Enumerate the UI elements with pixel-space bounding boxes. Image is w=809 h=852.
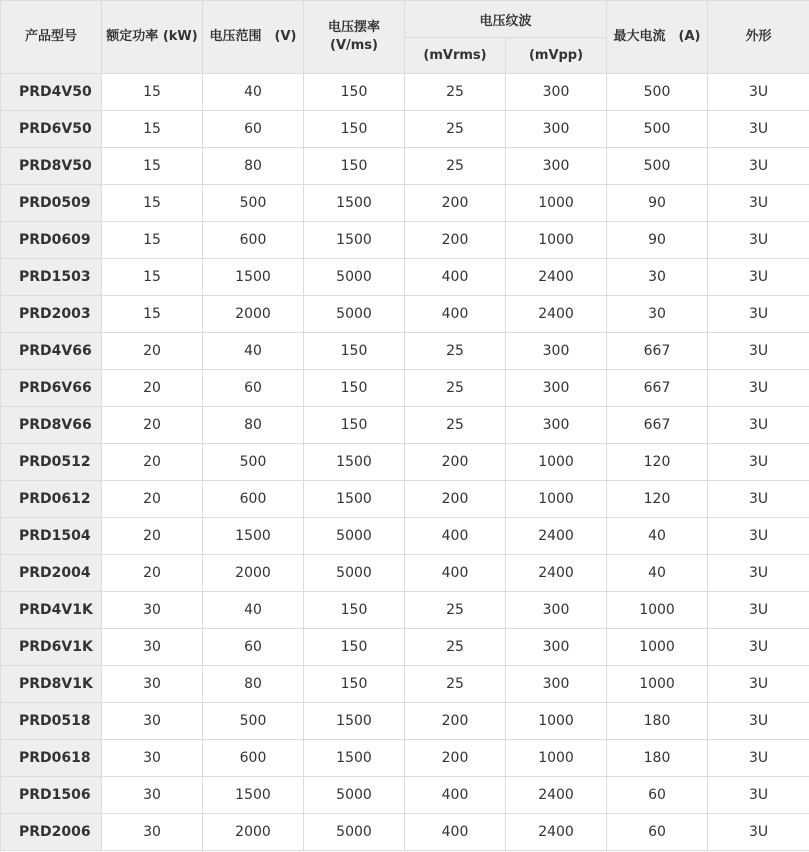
cell-model: PRD4V1K [1,592,102,629]
cell-voltage-range: 60 [203,370,304,407]
cell-slew-rate: 5000 [304,777,405,814]
cell-ripple-rms: 400 [405,259,506,296]
cell-form: 3U [708,185,809,222]
cell-power: 30 [102,814,203,851]
cell-voltage-range: 60 [203,111,304,148]
table-row [1,703,809,740]
cell-model: PRD0512 [1,444,102,481]
cell-voltage-range: 500 [203,444,304,481]
cell-ripple-rms: 25 [405,592,506,629]
cell-voltage-range: 80 [203,148,304,185]
cell-max-current: 667 [607,333,708,370]
cell-voltage-range: 60 [203,629,304,666]
cell-max-current: 500 [607,111,708,148]
cell-form: 3U [708,814,809,851]
header-ripple-pp: (mVpp) [506,38,607,74]
cell-power: 15 [102,185,203,222]
cell-voltage-range: 2000 [203,296,304,333]
cell-ripple-rms: 200 [405,185,506,222]
cell-ripple-rms: 400 [405,777,506,814]
cell-voltage-range: 2000 [203,555,304,592]
cell-max-current: 180 [607,740,708,777]
cell-max-current: 1000 [607,666,708,703]
cell-ripple-rms: 400 [405,518,506,555]
cell-max-current: 120 [607,481,708,518]
cell-model: PRD1506 [1,777,102,814]
cell-ripple-pp: 1000 [506,481,607,518]
table-row [1,666,809,703]
cell-ripple-pp: 300 [506,407,607,444]
cell-voltage-range: 1500 [203,777,304,814]
header-model: 产品型号 [1,1,102,74]
cell-slew-rate: 150 [304,74,405,111]
cell-form: 3U [708,629,809,666]
cell-voltage-range: 40 [203,592,304,629]
cell-power: 20 [102,333,203,370]
cell-slew-rate: 1500 [304,185,405,222]
cell-power: 15 [102,259,203,296]
cell-ripple-rms: 200 [405,444,506,481]
cell-form: 3U [708,777,809,814]
cell-power: 15 [102,74,203,111]
table-row [1,185,809,222]
cell-slew-rate: 150 [304,666,405,703]
cell-slew-rate: 1500 [304,444,405,481]
cell-max-current: 500 [607,148,708,185]
cell-ripple-rms: 25 [405,111,506,148]
cell-form: 3U [708,259,809,296]
cell-power: 15 [102,296,203,333]
cell-ripple-pp: 1000 [506,185,607,222]
cell-model: PRD0609 [1,222,102,259]
cell-model: PRD8V66 [1,407,102,444]
cell-slew-rate: 5000 [304,814,405,851]
cell-model: PRD4V50 [1,74,102,111]
table-row [1,407,809,444]
cell-power: 30 [102,777,203,814]
cell-max-current: 30 [607,259,708,296]
cell-power: 20 [102,555,203,592]
cell-power: 20 [102,481,203,518]
table-row [1,629,809,666]
cell-ripple-pp: 300 [506,592,607,629]
header-slew-rate-line2: (V/ms) [330,38,378,53]
table-row [1,333,809,370]
cell-slew-rate: 150 [304,148,405,185]
cell-max-current: 120 [607,444,708,481]
cell-voltage-range: 500 [203,185,304,222]
cell-ripple-pp: 300 [506,370,607,407]
cell-ripple-rms: 200 [405,703,506,740]
cell-voltage-range: 2000 [203,814,304,851]
cell-power: 15 [102,222,203,259]
cell-power: 30 [102,629,203,666]
cell-slew-rate: 5000 [304,296,405,333]
cell-voltage-range: 40 [203,74,304,111]
cell-slew-rate: 5000 [304,518,405,555]
cell-ripple-pp: 1000 [506,444,607,481]
cell-model: PRD6V50 [1,111,102,148]
cell-model: PRD4V66 [1,333,102,370]
table-row [1,814,809,851]
cell-slew-rate: 150 [304,629,405,666]
header-form: 外形 [708,1,809,74]
cell-voltage-range: 1500 [203,259,304,296]
cell-ripple-rms: 25 [405,333,506,370]
header-power: 额定功率 (kW) [102,1,203,74]
cell-ripple-pp: 2400 [506,555,607,592]
cell-power: 20 [102,407,203,444]
cell-slew-rate: 150 [304,592,405,629]
header-voltage-range: 电压范围 (V) [203,1,304,74]
cell-power: 20 [102,518,203,555]
table-body [1,74,809,851]
cell-max-current: 60 [607,814,708,851]
cell-voltage-range: 80 [203,407,304,444]
cell-ripple-pp: 300 [506,666,607,703]
cell-model: PRD1504 [1,518,102,555]
table-row [1,518,809,555]
cell-max-current: 180 [607,703,708,740]
cell-max-current: 667 [607,370,708,407]
cell-ripple-rms: 25 [405,666,506,703]
cell-voltage-range: 1500 [203,518,304,555]
cell-form: 3U [708,222,809,259]
cell-slew-rate: 1500 [304,703,405,740]
cell-ripple-rms: 400 [405,296,506,333]
table-row [1,222,809,259]
cell-ripple-pp: 2400 [506,814,607,851]
cell-form: 3U [708,333,809,370]
cell-model: PRD0612 [1,481,102,518]
cell-ripple-rms: 200 [405,481,506,518]
cell-model: PRD0509 [1,185,102,222]
header-slew-rate [304,1,405,74]
cell-voltage-range: 80 [203,666,304,703]
cell-power: 30 [102,592,203,629]
cell-max-current: 1000 [607,629,708,666]
cell-max-current: 1000 [607,592,708,629]
cell-power: 15 [102,111,203,148]
table-row [1,259,809,296]
cell-slew-rate: 150 [304,333,405,370]
cell-ripple-pp: 300 [506,629,607,666]
cell-ripple-rms: 25 [405,148,506,185]
cell-ripple-pp: 300 [506,74,607,111]
table-row [1,148,809,185]
cell-max-current: 90 [607,222,708,259]
cell-slew-rate: 150 [304,407,405,444]
cell-ripple-pp: 300 [506,333,607,370]
cell-ripple-rms: 200 [405,222,506,259]
cell-model: PRD0618 [1,740,102,777]
cell-slew-rate: 5000 [304,259,405,296]
cell-ripple-pp: 300 [506,148,607,185]
cell-form: 3U [708,111,809,148]
cell-power: 20 [102,444,203,481]
cell-voltage-range: 600 [203,481,304,518]
cell-slew-rate: 150 [304,370,405,407]
table-row [1,296,809,333]
table-row [1,74,809,111]
header-row-top [1,1,809,38]
cell-form: 3U [708,370,809,407]
cell-ripple-rms: 200 [405,740,506,777]
table-row [1,444,809,481]
cell-ripple-pp: 1000 [506,222,607,259]
cell-form: 3U [708,518,809,555]
cell-ripple-rms: 25 [405,629,506,666]
cell-ripple-rms: 25 [405,407,506,444]
cell-slew-rate: 150 [304,111,405,148]
cell-model: PRD6V1K [1,629,102,666]
cell-form: 3U [708,481,809,518]
cell-max-current: 90 [607,185,708,222]
cell-power: 30 [102,703,203,740]
cell-form: 3U [708,740,809,777]
cell-ripple-pp: 1000 [506,740,607,777]
cell-ripple-pp: 1000 [506,703,607,740]
cell-ripple-pp: 2400 [506,777,607,814]
cell-form: 3U [708,148,809,185]
cell-ripple-pp: 2400 [506,296,607,333]
cell-model: PRD6V66 [1,370,102,407]
cell-slew-rate: 1500 [304,222,405,259]
cell-slew-rate: 1500 [304,481,405,518]
cell-model: PRD2006 [1,814,102,851]
cell-max-current: 667 [607,407,708,444]
cell-form: 3U [708,555,809,592]
table-row [1,777,809,814]
cell-power: 15 [102,148,203,185]
table-row [1,481,809,518]
cell-model: PRD8V1K [1,666,102,703]
cell-max-current: 60 [607,777,708,814]
cell-ripple-rms: 400 [405,555,506,592]
cell-ripple-rms: 400 [405,814,506,851]
header-max-current: 最大电流 (A) [607,1,708,74]
cell-model: PRD0518 [1,703,102,740]
cell-ripple-rms: 25 [405,370,506,407]
table-row [1,592,809,629]
cell-max-current: 40 [607,555,708,592]
cell-ripple-pp: 2400 [506,518,607,555]
cell-form: 3U [708,703,809,740]
cell-model: PRD1503 [1,259,102,296]
cell-voltage-range: 40 [203,333,304,370]
table-header [1,1,809,74]
cell-power: 20 [102,370,203,407]
cell-power: 30 [102,666,203,703]
cell-ripple-rms: 25 [405,74,506,111]
header-ripple: 电压纹波 [405,1,607,38]
cell-form: 3U [708,407,809,444]
cell-model: PRD8V50 [1,148,102,185]
header-ripple-rms: (mVrms) [405,38,506,74]
cell-power: 30 [102,740,203,777]
cell-voltage-range: 600 [203,222,304,259]
table-row [1,111,809,148]
cell-form: 3U [708,666,809,703]
cell-slew-rate: 1500 [304,740,405,777]
cell-voltage-range: 600 [203,740,304,777]
cell-form: 3U [708,74,809,111]
cell-model: PRD2003 [1,296,102,333]
cell-form: 3U [708,296,809,333]
cell-ripple-pp: 300 [506,111,607,148]
cell-max-current: 500 [607,74,708,111]
table-row [1,370,809,407]
cell-voltage-range: 500 [203,703,304,740]
cell-model: PRD2004 [1,555,102,592]
table-row [1,740,809,777]
cell-slew-rate: 5000 [304,555,405,592]
cell-ripple-pp: 2400 [506,259,607,296]
cell-form: 3U [708,444,809,481]
cell-max-current: 30 [607,296,708,333]
cell-form: 3U [708,592,809,629]
header-slew-rate-line1: 电压摆率 [327,20,380,35]
cell-max-current: 40 [607,518,708,555]
table-row [1,555,809,592]
